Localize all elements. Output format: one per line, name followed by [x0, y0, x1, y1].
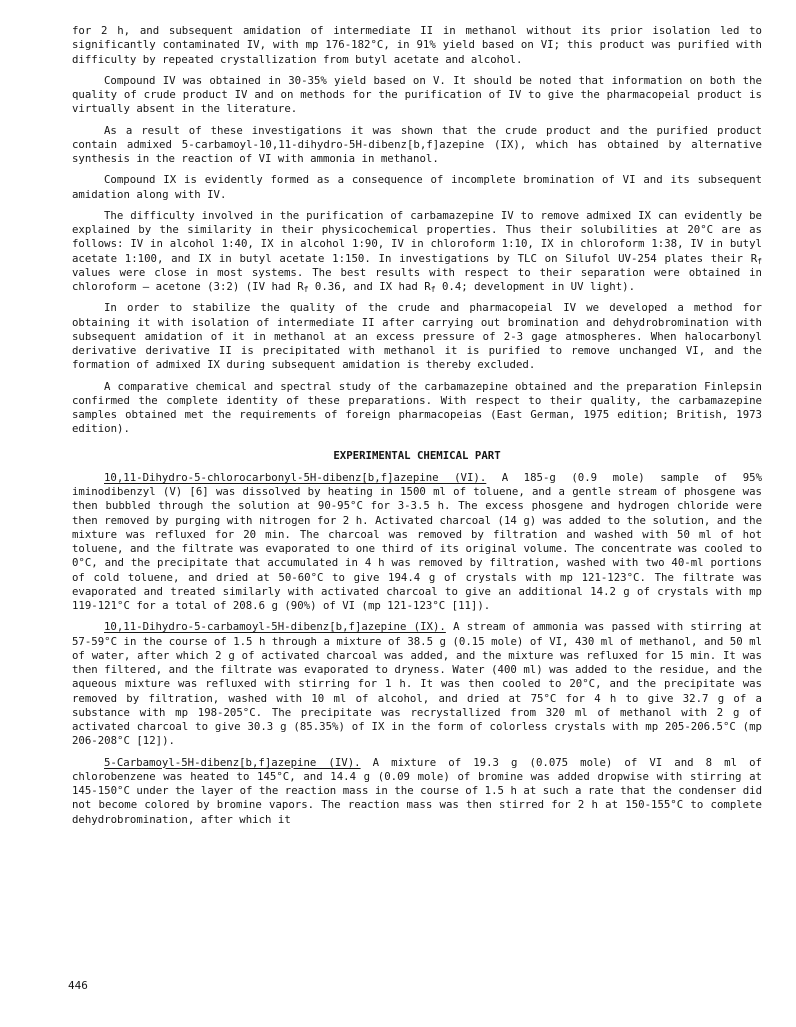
- experimental-procedure-iv: [72, 756, 762, 827]
- rf-subscript: f: [303, 285, 309, 294]
- body-text: [72, 24, 762, 834]
- paragraph-compound-ix-formation: Compound IX is evidently formed as a consequence of incomplete bromination of VI and its subsequent amidation along with IV.: [72, 173, 762, 201]
- experimental-procedure-ix: [72, 620, 762, 748]
- paragraph-continuation: for 2 h, and subsequent amidation of intermediate II in methanol without its prior isolation led to significantly contaminated IV, with mp 176-182°C, in 91% yield based on VI; this product was purified with difficulty by repeated crystallization from butyl acetate and alcohol.: [72, 24, 762, 66]
- procedure-text-ix: A stream of ammonia was passed with stirring at 57-59°C in the course of 1.5 h through a mixture of 38.5 g (0.15 mole) of VI, 430 ml of methanol, and 50 ml of water, after which 2 g of activated charcoal was added, and the mixture was refluxed for 15 min. It was then filtered, and the filtrate was evaporated to dryness. Water (400 ml) was added to the residue, and the aqueous mixture was refluxed with stirring for 1 h. It was then cooled to 20°C, and the precipitate was removed by filtration, washed with 10 ml of alcohol, and dried at 75°C for 4 h to give 32.7 g of a substance with mp 198-205°C. The precipitate was recrystallized from 320 ml of methanol with 2 g of activated charcoal to give 30.3 g (85.35%) of IX in the form of colorless crystals with mp 205-206.5°C (mp 206-208°C [12]).: [72, 620, 762, 748]
- compound-title-vi: 10,11-Dihydro-5-chlorocarbonyl-5H-dibenz[b,f]azepine (VI).: [104, 470, 487, 484]
- rf-subscript: f: [757, 256, 762, 266]
- rf-subscript: f: [430, 285, 436, 294]
- experimental-procedure-vi: [72, 471, 762, 614]
- compound-title-ix: 10,11-Dihydro-5-carbamoyl-5H-dibenz[b,f]azepine (IX).: [104, 620, 446, 634]
- compound-title-iv: 5-Carbamoyl-5H-dibenz[b,f]azepine (IV).: [104, 755, 361, 769]
- paragraph-comparative-study: A comparative chemical and spectral study of the carbamazepine obtained and the preparation Finlepsin confirmed the complete identity of these preparations. With respect to their quality, the carbamazepine samples obtained met the requirements of foreign pharmacopeias (East German, 1975 edition; British, 1973 edition).: [72, 379, 762, 436]
- page-number: 446: [68, 979, 88, 992]
- section-heading: EXPERIMENTAL CHEMICAL PART: [333, 448, 501, 462]
- paragraph-text-part: 0.36, and IX had R: [308, 280, 431, 293]
- procedure-text-iv: A mixture of 19.3 g (0.075 mole) of VI and 8 ml of chlorobenzene was heated to 145°C, and 14.4 g (0.09 mole) of bromine was added dropwise with stirring at 145-150°C under the layer of the reaction mass in the course of 1.5 h at such a rate that the condenser did not become colored by bromine vapors. The reaction mass was then stirred for 2 h at 150-155°C to complete dehydrobromination, after which it: [72, 755, 762, 826]
- paragraph-text-part: The difficulty involved in the purification of carbamazepine IV to remove admixed IX can evidently be explained by the similarity in their physicochemical properties. Thus their solubilities at 20°C are as follows: IV in alcohol 1:40, IX in alcohol 1:90, IV in chloroform 1:10, IX in chloroform 1:38, IV in butyl acetate 1:100, and IX in butyl acetate 1:150. In investigations by TLC on Silufol UV-254 plates their R: [72, 208, 762, 265]
- paragraph-compound-iv-yield: Compound IV was obtained in 30-35% yield based on V. It should be noted that information on both the quality of crude product IV and on methods for the purification of IV to give the pharmacopeial product is virtually absent in the literature.: [72, 73, 762, 116]
- paragraph-purification-difficulty: [72, 209, 762, 295]
- paragraph-text-part: values were close in most systems. The best results with respect to their separation were obtained in chloroform — acetone (3:2) (IV had R: [72, 265, 762, 293]
- paragraph-text-part: 0.4; development in UV light).: [435, 280, 636, 293]
- paragraph-stabilization-method: In order to stabilize the quality of the crude and pharmacopeial IV we developed a method for obtaining it with isolation of intermediate II after carrying out bromination and dehydrobromination with subsequent amidation of it in methanol at an excess pressure of 2-3 gage atmospheres. When halocarbonyl derivative derivative II is precipitated with methanol it is purified to remove unchanged VI, and the formation of admixed IX during subsequent amidation is thereby excluded.: [72, 301, 762, 372]
- procedure-text-vi: A 185-g (0.9 mole) sample of 95% iminodibenzyl (V) [6] was dissolved by heating in 1500 ml of toluene, and a gentle stream of phosgene was then bubbled through the solution at 90-95°C for 3-3.5 h. The excess phosgene and hydrogen chloride were then removed by purging with nitrogen for 2 h. Activated charcoal (14 g) was added to the solution, and the mixture was refluxed for 20 min. The charcoal was removed by filtration and washed with 50 ml of hot toluene, and the filtrate was evaporated to one third of its original volume. The concentrate was cooled to 0°C, and the precipitate that accumulated in 4 h was removed by filtration, washed with two 40-ml portions of cold toluene, and dried at 50-60°C to give 194.4 g of crystals with mp 121-123°C. The filtrate was evaporated and treated similarly with activated charcoal to give an additional 14.2 g of crystals with mp 119-121°C for a total of 208.6 g (90%) of VI (mp 121-123°C [11]).: [72, 470, 762, 612]
- paragraph-investigation-results: As a result of these investigations it was shown that the crude product and the purified product contain admixed 5-carbamoyl-10,11-dihydro-5H-dibenz[b,f]azepine (IX), which has obtained by alternative synthesis in the reaction of VI with ammonia in methanol.: [72, 123, 762, 165]
